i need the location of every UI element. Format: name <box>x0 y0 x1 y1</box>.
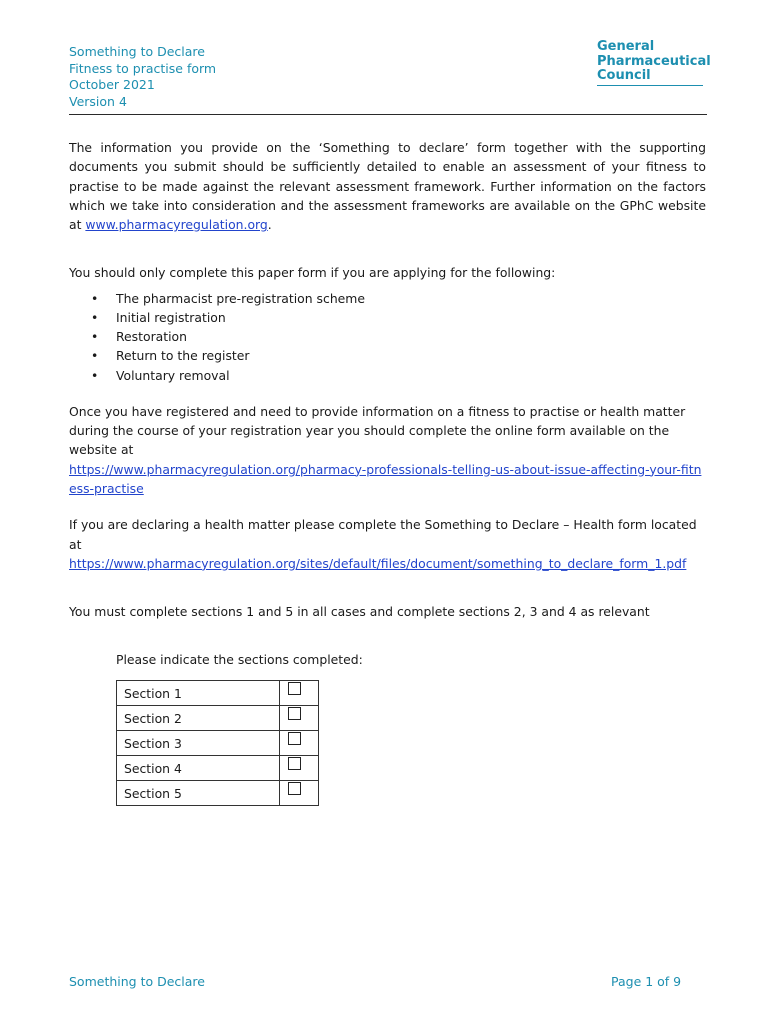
health-paragraph <box>69 515 706 573</box>
section-label: Section 4 <box>117 755 280 780</box>
health-text: If you are declaring a health matter please complete the Something to Declare – Health form located at <box>69 517 697 552</box>
header-divider <box>69 114 707 115</box>
table-row <box>117 730 319 755</box>
table-row <box>117 755 319 780</box>
sections-table <box>116 680 319 806</box>
requirement-text: You must complete sections 1 and 5 in all cases and complete sections 2, 3 and 4 as relevant <box>69 604 650 620</box>
bullet-icon: • <box>91 367 99 383</box>
section-checkbox-cell <box>280 680 319 705</box>
section-checkbox-cell <box>280 705 319 730</box>
intro-suffix: . <box>267 217 272 233</box>
intro-text: The information you provide on the ‘Something to declare’ form together with the supporting documents you submit should be sufficiently detailed to enable an assessment of your fitness to practise to be made against the relevant assessment framework. Further information on the factors which we take into consideration and the assessment frameworks are available on the GPhC website at <box>69 140 706 233</box>
gphc-logo <box>597 39 711 86</box>
header-title: Something to Declare <box>69 44 205 59</box>
document-body <box>69 138 706 806</box>
list-item-text: Initial registration <box>116 309 226 325</box>
logo-underline <box>597 85 703 86</box>
gphc-website-link[interactable]: www.pharmacyregulation.org <box>85 217 268 233</box>
online-form-text: Once you have registered and need to provide information on a fitness to practise or health matter during the course of your registration year you should complete the online form available on the website at <box>69 403 686 458</box>
section-checkbox-cell <box>280 780 319 805</box>
section-1-checkbox[interactable] <box>288 682 301 695</box>
eligibility-lead: You should only complete this paper form if you are applying for the following: <box>69 265 556 281</box>
online-form-link[interactable]: https://www.pharmacyregulation.org/pharmacy-professionals-telling-us-about-issue-affecting-your-fitness-practise <box>69 461 702 496</box>
health-form-link[interactable]: https://www.pharmacyregulation.org/sites/default/files/document/something_to_declare_form_1.pdf <box>69 555 687 571</box>
intro-paragraph <box>69 138 706 234</box>
list-item-text: Return to the register <box>116 348 250 364</box>
section-checkbox-cell <box>280 730 319 755</box>
document-header <box>69 44 216 110</box>
list-item <box>69 308 706 327</box>
page-number: Page 1 of 9 <box>611 974 682 989</box>
eligibility-list <box>69 289 706 385</box>
section-label: Section 1 <box>117 680 280 705</box>
header-form-name: Fitness to practise form <box>69 60 217 76</box>
section-label: Section 5 <box>117 780 280 805</box>
section-3-checkbox[interactable] <box>288 732 301 745</box>
header-version: Version 4 <box>69 93 127 109</box>
footer-title: Something to Declare <box>69 974 205 989</box>
list-item-text: Restoration <box>116 329 187 345</box>
table-row <box>117 680 319 705</box>
sections-prompt: Please indicate the sections completed: <box>116 652 363 668</box>
list-item <box>69 327 706 346</box>
section-4-checkbox[interactable] <box>288 757 301 770</box>
list-item <box>69 289 706 308</box>
table-row <box>117 705 319 730</box>
header-date: October 2021 <box>69 77 155 92</box>
section-5-checkbox[interactable] <box>288 782 301 795</box>
bullet-icon: • <box>91 348 99 364</box>
list-item <box>69 366 706 385</box>
bullet-icon: • <box>91 309 99 325</box>
online-form-paragraph <box>69 402 706 498</box>
logo-line-pharmaceutical: Pharmaceutical <box>597 53 711 69</box>
list-item <box>69 346 706 365</box>
section-checkbox-cell <box>280 755 319 780</box>
table-row <box>117 780 319 805</box>
section-label: Section 2 <box>117 705 280 730</box>
section-label: Section 3 <box>117 730 280 755</box>
logo-line-general: General <box>597 39 655 54</box>
list-item-text: Voluntary removal <box>116 367 230 383</box>
section-2-checkbox[interactable] <box>288 707 301 720</box>
bullet-icon: • <box>91 290 99 306</box>
list-item-text: The pharmacist pre-registration scheme <box>116 290 365 306</box>
bullet-icon: • <box>91 329 99 345</box>
logo-line-council: Council <box>597 68 651 83</box>
